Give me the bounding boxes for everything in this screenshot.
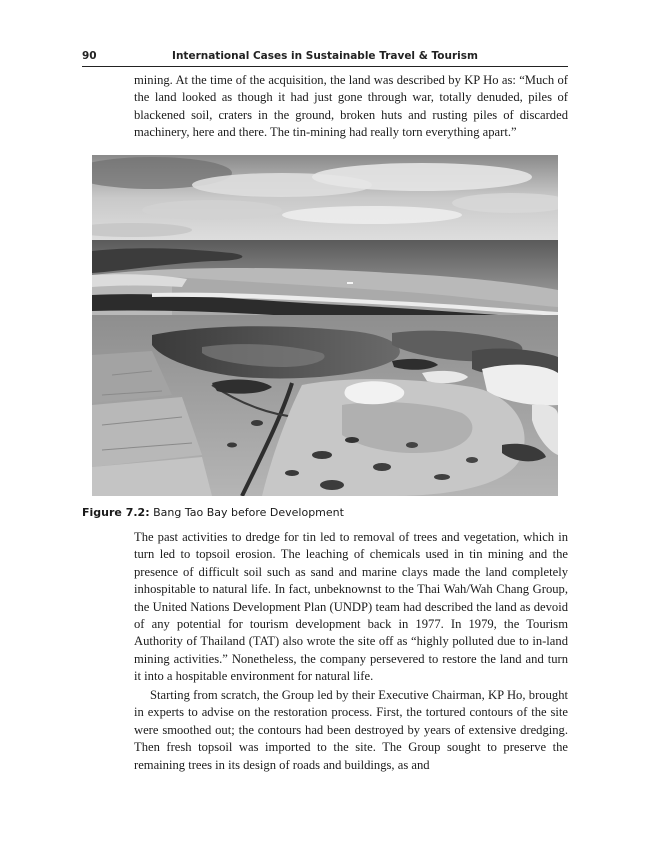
paragraph-quote-continuation: mining. At the time of the acquisition, the land was described by KP Ho as: “Much of the land looked as though it had just gone through war, totally denuded, piles of blackened soil, craters in the ground, broken huts and rusting piles of discarded machinery, here and there. The tin-mining had really torn everything apart.” [134,73,568,140]
paragraph-starting-from-scratch: Starting from scratch, the Group led by their Executive Chairman, KP Ho, brought in experts to advise on the restoration process. First, the tortured contours of the site were smoothed out; the contours had been destroyed by years of extensive dredging. Then fresh topsoil was imported to the site. The Group sought to preserve the remaining trees in its design of roads and buildings, as and [134,688,568,772]
running-title: International Cases in Sustainable Travel & Tourism [172,50,478,62]
figure-caption-text: Bang Tao Bay before Development [153,506,344,519]
paragraph-past-activities: The past activities to dredge for tin led to removal of trees and vegetation, which in turn led to topsoil erosion. The leaching of chemicals used in tin mining and the presence of difficult soil such as sand and marine clays made the land completely inhospitable to natural life. In fact, unbeknownst to the Thai Wah/Wah Chang Group, the United Nations Development Plan (UNDP) team had described the land as devoid of any potential for tourism development back in 1977. In 1979, the Tourism Authority of Thailand (TAT) also wrote the site off as “highly polluted due to in-land mining activities.” Nonetheless, the company persevered to restore the land and turn it into a hospitable environment for natural life. [134,530,568,684]
figure-caption [82,506,344,519]
running-header [82,48,568,66]
aerial-photo [92,155,558,496]
header-rule [82,66,568,67]
figure-caption-label: Figure 7.2: [82,506,150,519]
page-number: 90 [82,50,97,62]
figure-photo-bang-tao-bay [92,155,558,496]
